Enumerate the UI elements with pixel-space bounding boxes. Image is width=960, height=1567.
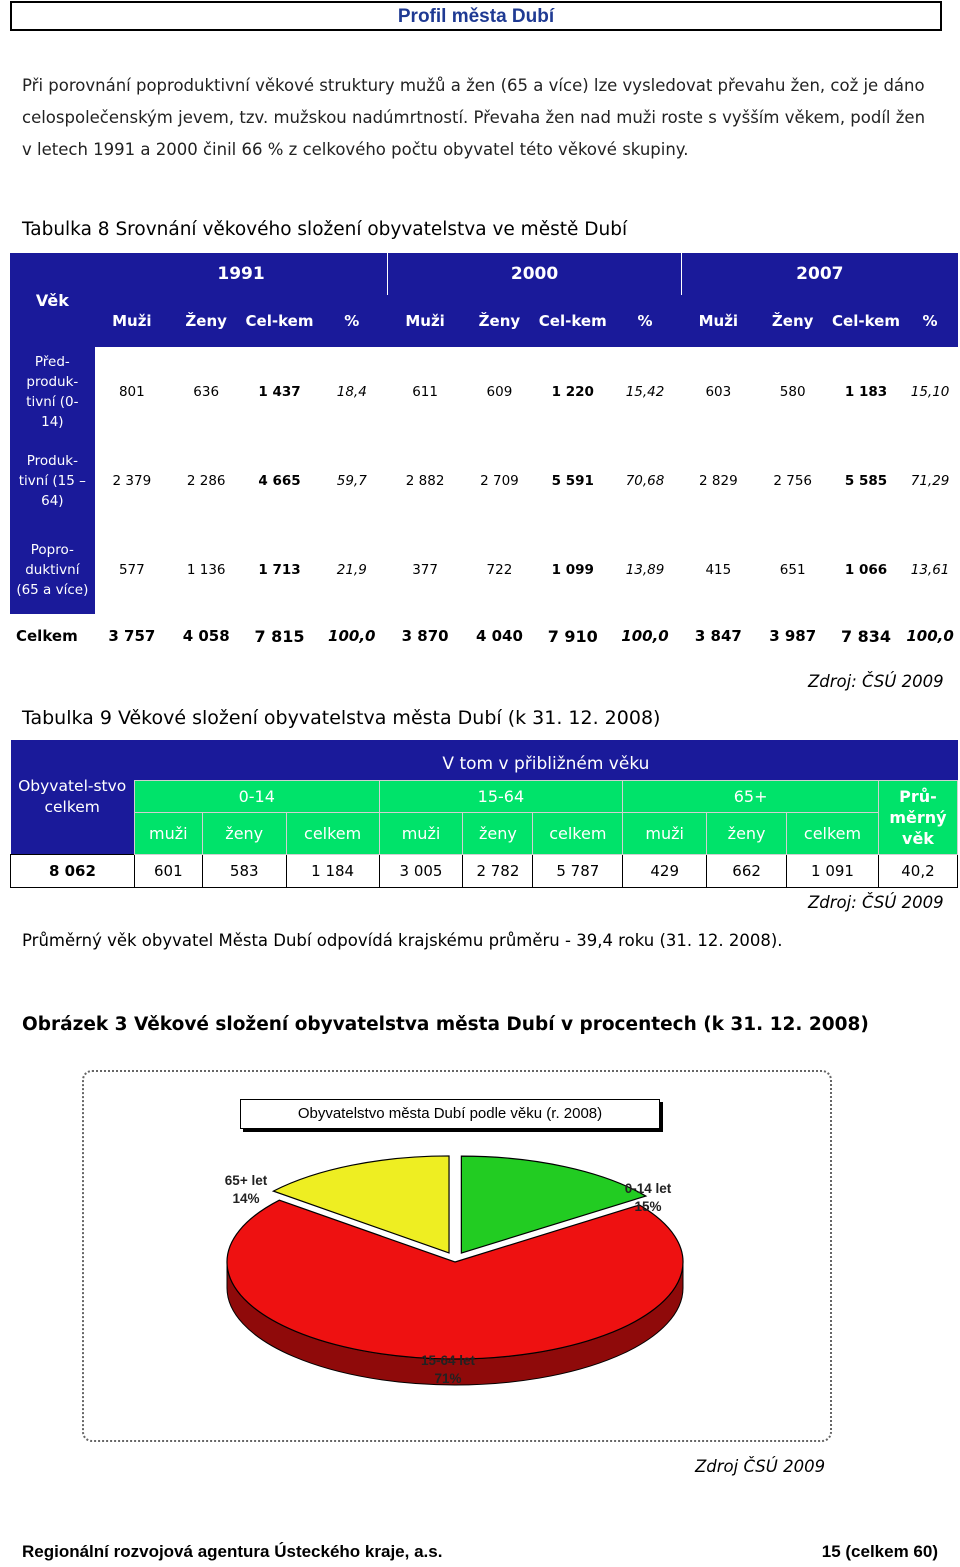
table9-cell: 40,2 <box>878 854 957 887</box>
table8-cell: 2 286 <box>186 472 226 489</box>
table9-group: 0-14 <box>134 780 379 812</box>
table8-year: 1991 <box>95 253 388 295</box>
table9-subhead: celkem <box>533 812 623 854</box>
table8-cell: 18,4 <box>336 383 367 400</box>
table8-cell: 15,42 <box>625 383 665 400</box>
figure-caption: Obrázek 3 Věkové složení obyvatelstva města Dubí v procentech (k 31. 12. 2008) <box>22 1014 869 1035</box>
table9-cell: 2 782 <box>463 854 533 887</box>
table8-subhead: Cel-kem <box>245 312 314 330</box>
table9-subhead: celkem <box>787 812 879 854</box>
table8-corner: Věk <box>10 253 95 347</box>
pie-label-65: 65+ let 14% <box>224 1173 268 1206</box>
table8-cell: 577 <box>118 561 145 578</box>
table8-total-cell: 7 815 <box>243 614 315 658</box>
table9-cell: 3 005 <box>379 854 463 887</box>
table8-cell: 2 829 <box>699 472 738 489</box>
table9-group: 15-64 <box>379 780 623 812</box>
table8-row-label: Popro-duktivní (65 a více) <box>10 525 95 614</box>
table8-total-cell: 3 987 <box>756 614 830 658</box>
table8-cell: 2 379 <box>112 472 152 489</box>
footer-page: 15 (celkem 60) <box>821 1542 938 1561</box>
table9-cell: 8 062 <box>11 854 135 887</box>
table8-cell: 70,68 <box>625 472 665 489</box>
table8-cell: 1 713 <box>258 561 301 578</box>
table8-cell: 603 <box>705 383 732 400</box>
table8-cell: 5 585 <box>844 472 888 489</box>
table8-year: 2007 <box>796 264 844 284</box>
table9-subhead: ženy <box>202 812 286 854</box>
table9-subhead: muži <box>379 812 463 854</box>
table8-cell: 609 <box>486 383 513 400</box>
table8-total-cell: 100,0 <box>316 614 388 658</box>
table8-subhead: Muži <box>405 312 445 330</box>
table8-row-label: Před-produk-tivní (0-14) <box>10 347 95 436</box>
table9-cell: 583 <box>202 854 286 887</box>
table8-cell: 2 882 <box>405 472 445 489</box>
table9-group-header: V tom v přibližném věku <box>134 740 957 780</box>
table8-total-cell: 100,0 <box>609 614 681 658</box>
table8-cell: 415 <box>705 561 732 578</box>
table8-cell: 4 665 <box>258 472 301 489</box>
table8-subhead: Muži <box>112 312 152 330</box>
table9-cell: 1 184 <box>286 854 379 887</box>
table9-subhead: muži <box>623 812 707 854</box>
table9-caption: Tabulka 9 Věkové složení obyvatelstva města Dubí (k 31. 12. 2008) <box>22 707 661 729</box>
table8-cell: 1 220 <box>551 383 594 400</box>
table9-cell: 601 <box>134 854 202 887</box>
table8-cell: 1 183 <box>844 383 888 400</box>
table8-subhead: % <box>637 312 653 330</box>
pie-label-0-14: 0-14 let 15% <box>624 1181 672 1214</box>
table9-subhead: ženy <box>463 812 533 854</box>
pie-label-15-64: 15-64 let 71% <box>420 1353 476 1386</box>
table8-total-label: Celkem <box>10 614 95 658</box>
intro-paragraph: Při porovnání poproduktivní věkové struktury mužů a žen (65 a více) lze vysledovat převahu žen, což je dáno celospolečenským jevem, tzv. mužskou nadúmrtností. Převaha žen nad muži roste s vyšším věkem, podíl žen v letech 1991 a 2000 činil 66 % z celkového počtu obyvatel této věkové skupiny. <box>22 76 926 159</box>
table8-row-label: Produk-tivní (15 – 64) <box>10 436 95 525</box>
table8-total-cell: 100,0 <box>902 614 958 658</box>
table8-caption: Tabulka 8 Srovnání věkového složení obyvatelstva ve městě Dubí <box>22 219 628 240</box>
figure-source: Zdroj ČSÚ 2009 <box>695 1457 826 1476</box>
table8-subhead: Muži <box>698 312 739 330</box>
table9-total-header: Obyvatel-stvo celkem <box>11 740 135 854</box>
table8-subhead: Ženy <box>771 312 814 330</box>
table9-cell: 662 <box>707 854 787 887</box>
table8-total-cell: 4 040 <box>462 614 536 658</box>
table8-source: Zdroj: ČSÚ 2009 <box>808 672 944 691</box>
table8-subhead: Cel-kem <box>832 312 900 330</box>
table9-subhead: celkem <box>286 812 379 854</box>
table8-cell: 1 099 <box>551 561 594 578</box>
table8-total-cell: 3 757 <box>95 614 169 658</box>
table8-subhead: % <box>344 312 360 330</box>
table8-cell: 580 <box>779 383 806 400</box>
footer-org: Regionální rozvojová agentura Ústeckého kraje, a.s. <box>22 1542 443 1561</box>
table8-cell: 1 437 <box>258 383 301 400</box>
table8-subhead: Cel-kem <box>538 312 607 330</box>
table8-total-cell: 7 834 <box>830 614 902 658</box>
table8-cell: 71,29 <box>910 472 950 489</box>
table8-year: 2000 <box>388 253 681 295</box>
table8-cell: 377 <box>412 561 438 578</box>
table8-cell: 5 591 <box>551 472 594 489</box>
table8-cell: 2 709 <box>480 472 519 489</box>
table8-cell: 636 <box>193 383 220 400</box>
table8-total-cell: 3 870 <box>388 614 462 658</box>
table8-total-cell: 7 910 <box>537 614 609 658</box>
table8-cell: 651 <box>779 561 806 578</box>
table8-total-cell: 3 847 <box>681 614 755 658</box>
page-header: Profil města Dubí <box>10 1 942 31</box>
table9-group: 65+ <box>623 780 879 812</box>
table8-subhead: Ženy <box>185 312 227 330</box>
table8-cell: 722 <box>486 561 513 578</box>
table8-cell: 801 <box>118 383 145 400</box>
table8-subhead: Ženy <box>478 312 521 330</box>
table8-cell: 2 756 <box>773 472 813 489</box>
table8-subhead: % <box>922 312 938 330</box>
table8-total-cell: 4 058 <box>169 614 243 658</box>
table9-cell: 429 <box>623 854 707 887</box>
table9-cell: 5 787 <box>533 854 623 887</box>
table9-source: Zdroj: ČSÚ 2009 <box>808 893 944 912</box>
table9-avg-header: Prů-měrný věk <box>878 780 957 854</box>
table8-cell: 1 136 <box>186 561 226 578</box>
table8-cell: 13,61 <box>910 561 950 578</box>
table9-cell: 1 091 <box>787 854 879 887</box>
average-age-text: Průměrný věk obyvatel Města Dubí odpovídá krajskému průměru - 39,4 roku (31. 12. 2008). <box>22 931 783 950</box>
chart-title: Obyvatelstvo města Dubí podle věku (r. 2008) <box>240 1099 660 1129</box>
table8-cell: 1 066 <box>844 561 888 578</box>
table8-cell: 15,10 <box>910 383 950 400</box>
table9-subhead: muži <box>134 812 202 854</box>
table8-cell: 59,7 <box>336 472 367 489</box>
table9-subhead: ženy <box>707 812 787 854</box>
table8-cell: 21,9 <box>336 561 367 578</box>
table8-cell: 611 <box>412 383 438 400</box>
table8-cell: 13,89 <box>625 561 665 578</box>
